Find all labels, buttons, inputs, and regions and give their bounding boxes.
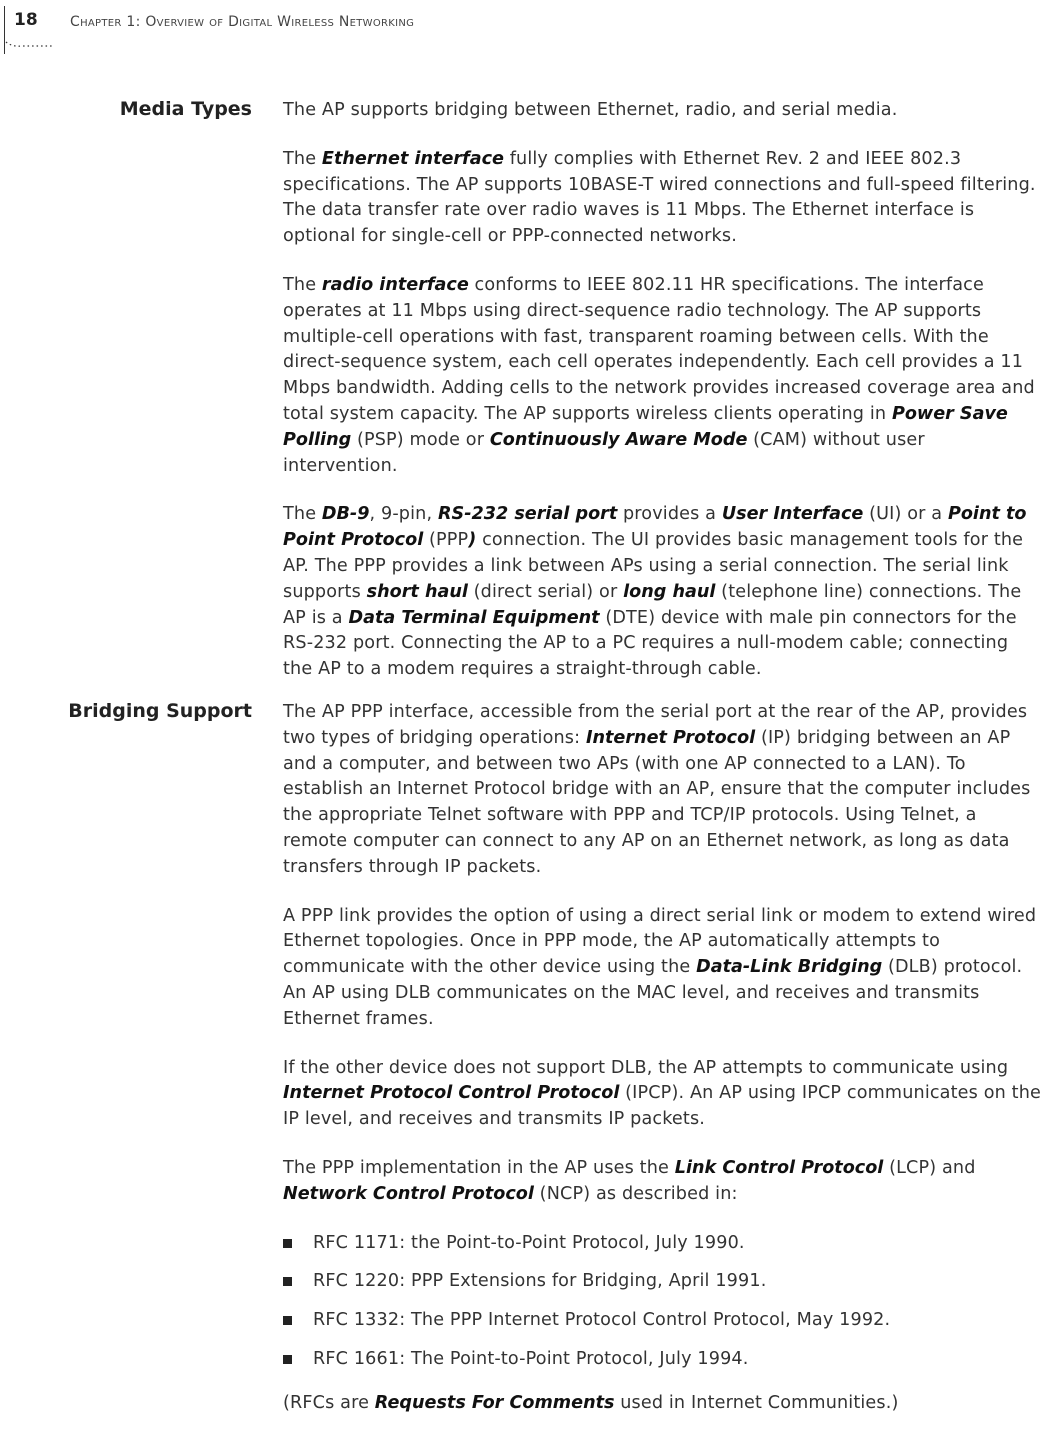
term: short haul	[366, 581, 468, 602]
term: Ethernet interface	[321, 148, 504, 169]
term: User Interface	[721, 504, 864, 525]
section-heading: Bridging Support	[68, 700, 252, 722]
running-head: Chapter 1: Overview of Digital Wireless Networking	[70, 14, 415, 30]
term: Data Terminal Equipment	[348, 607, 600, 628]
section-body	[283, 700, 1043, 1440]
paragraph: The Ethernet interface fully complies with Ethernet Rev. 2 and IEEE 802.3 specifications. The AP supports 10BASE-T wired connections and full-speed filtering. The data transfer rate over radio waves is 11 Mbps. The Ethernet interface is optional for single-cell or PPP-connected networks.	[283, 148, 1036, 247]
term: Point to Point Protocol	[283, 504, 1027, 551]
list-item: RFC 1220: PPP Extensions for Bridging, April 1991.	[283, 1269, 1043, 1295]
paragraph: The radio interface conforms to IEEE 802.11 HR specifications. The interface operates at 11 Mbps using direct-sequence radio technology. The AP supports multiple-cell operations with fast, transparent roaming between cells. With the direct-sequence system, each cell operates independently. Each cell provides a 11 Mbps bandwidth. Adding cells to the network provides increased coverage area and total system capacity. The AP supports wireless clients operating in Power Save Polling (PSP) mode or Continuously Aware Mode (CAM) without user intervention.	[283, 274, 1035, 476]
paragraph: The AP PPP interface, accessible from the serial port at the rear of the AP, provides two types of bridging operations: Internet Protocol (IP) bridging between an AP and a computer, and between two APs (with one AP connected to a LAN). To establish an Internet Protocol bridge with an AP, ensure that the computer includes the appropriate Telnet software with PPP and TCP/IP protocols. Using Telnet, a remote computer can connect to any AP on an Ethernet network, as long as data transfers through IP packets.	[283, 702, 1031, 877]
list-item: RFC 1171: the Point-to-Point Protocol, July 1990.	[283, 1231, 1043, 1257]
section-body	[283, 98, 1043, 706]
list-item: RFC 1661: The Point-to-Point Protocol, July 1994.	[283, 1347, 1043, 1373]
paragraph: The AP supports bridging between Ethernet, radio, and serial media.	[283, 100, 898, 120]
term: RS-232 serial port	[437, 504, 618, 525]
term: Data-Link Bridging	[696, 957, 883, 978]
term: Power Save Polling	[283, 403, 1008, 450]
header-dotted-curve	[4, 40, 56, 48]
bullet-square-icon	[283, 1355, 292, 1364]
paragraph: If the other device does not support DLB, the AP attempts to communicate using Internet Protocol Control Protocol (IPCP). An AP using IPCP communicates on the IP level, and receives and transmits IP packets.	[283, 1057, 1041, 1130]
term: DB-9	[321, 504, 370, 525]
term: Internet Protocol Control Protocol	[283, 1083, 620, 1104]
paragraph: The DB-9, 9-pin, RS-232 serial port provides a User Interface (UI) or a Point to Point Protocol (PPP) connection. The UI provides basic management tools for the AP. The PPP provides a link between APs using a serial connection. The serial link supports short haul (direct serial) or long haul (telephone line) connections. The AP is a Data Terminal Equipment (DTE) device with male pin connectors for the RS-232 port. Connecting the AP to a PC requires a null-modem cable; connecting the AP to a modem requires a straight-through cable.	[283, 504, 1027, 680]
term: Network Control Protocol	[283, 1183, 534, 1204]
page-number: 18	[14, 10, 38, 30]
list-item: RFC 1332: The PPP Internet Protocol Control Protocol, May 1992.	[283, 1308, 1043, 1334]
term: radio interface	[321, 274, 469, 295]
paragraph: The PPP implementation in the AP uses the Link Control Protocol (LCP) and Network Control Protocol (NCP) as described in:	[283, 1157, 976, 1204]
section-heading: Media Types	[119, 98, 252, 120]
paragraph: (RFCs are Requests For Comments used in Internet Communities.)	[283, 1392, 899, 1413]
rfc-list	[283, 1231, 1043, 1373]
term: Link Control Protocol	[674, 1157, 884, 1178]
bullet-square-icon	[283, 1316, 292, 1325]
bullet-square-icon	[283, 1239, 292, 1248]
term: Internet Protocol	[585, 727, 756, 748]
paragraph: A PPP link provides the option of using a direct serial link or modem to extend wired Ethernet topologies. Once in PPP mode, the AP automatically attempts to communicate with the other device using the Data-Link Bridging (DLB) protocol. An AP using DLB communicates on the MAC level, and receives and transmits Ethernet frames.	[283, 905, 1037, 1029]
term: )	[468, 530, 477, 551]
term: Requests For Comments	[374, 1392, 615, 1413]
term: Continuously Aware Mode	[489, 429, 748, 450]
term: long haul	[623, 581, 716, 602]
bullet-square-icon	[283, 1277, 292, 1286]
